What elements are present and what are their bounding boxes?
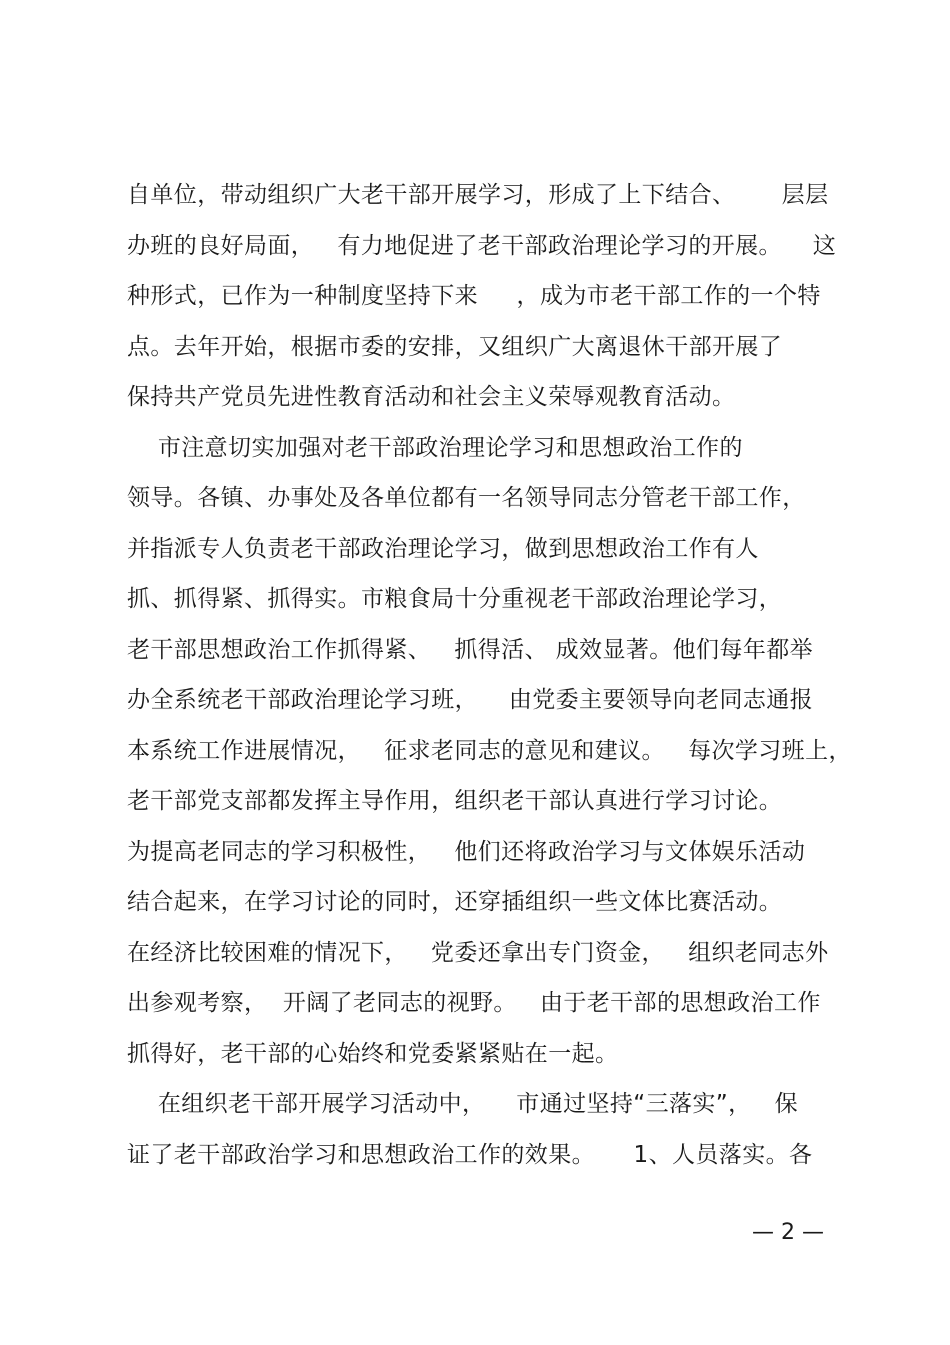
text-line: 老干部思想政治工作抓得紧、 抓得活、 成效显著。他们每年都举 xyxy=(127,636,814,663)
text-line: 并指派专人负责老干部政治理论学习，做到思想政治工作有人 xyxy=(127,535,759,562)
text-line: 在组织老干部开展学习活动中， 市通过坚持“三落实”， 保 xyxy=(127,1091,799,1117)
page-number: — 2 — xyxy=(752,1220,824,1245)
text-line: 市注意切实加强对老干部政治理论学习和思想政治工作的 xyxy=(127,434,743,461)
text-line: 领导。各镇、办事处及各单位都有一名领导同志分管老干部工作， xyxy=(127,485,806,511)
text-line: 出参观考察， 开阔了老同志的视野。 由于老干部的思想政治工作 xyxy=(127,990,821,1016)
text-line: 结合起来，在学习讨论的同时，还穿插组织一些文体比赛活动。 xyxy=(127,889,783,915)
text-line: 本系统工作进展情况， 征求老同志的意见和建议。 每次学习班上， xyxy=(127,737,852,764)
text-line: 点。去年开始，根据市委的安排，又组织广大离退休干部开展了 xyxy=(127,333,783,360)
text-line: 抓、抓得紧、抓得实。市粮食局十分重视老干部政治理论学习， xyxy=(127,586,783,612)
text-line: 办班的良好局面， 有力地促进了老干部政治理论学习的开展。 这 xyxy=(127,232,837,259)
text-line: 证了老干部政治学习和思想政治工作的效果。 1、人员落实。各 xyxy=(127,1141,813,1168)
text-line: 为提高老同志的学习积极性， 他们还将政治学习与文体娱乐活动 xyxy=(127,838,806,865)
text-line: 办全系统老干部政治理论学习班， 由党委主要领导向老同志通报 xyxy=(127,687,814,713)
text-line: 种形式，已作为一种制度坚持下来 ，成为市老干部工作的一个特 xyxy=(127,283,821,309)
text-line: 在经济比较困难的情况下， 党委还拿出专门资金， 组织老同志外 xyxy=(127,939,829,966)
text-line: 保持共产党员先进性教育活动和社会主义荣辱观教育活动。 xyxy=(127,384,736,410)
text-line: 自单位，带动组织广大老干部开展学习，形成了上下结合、 层层 xyxy=(127,182,829,208)
text-line: 老干部党支部都发挥主导作用，组织老干部认真进行学习讨论。 xyxy=(127,788,783,814)
document-body xyxy=(127,170,852,1180)
text-line: 抓得好，老干部的心始终和党委紧紧贴在一起。 xyxy=(127,1040,619,1067)
